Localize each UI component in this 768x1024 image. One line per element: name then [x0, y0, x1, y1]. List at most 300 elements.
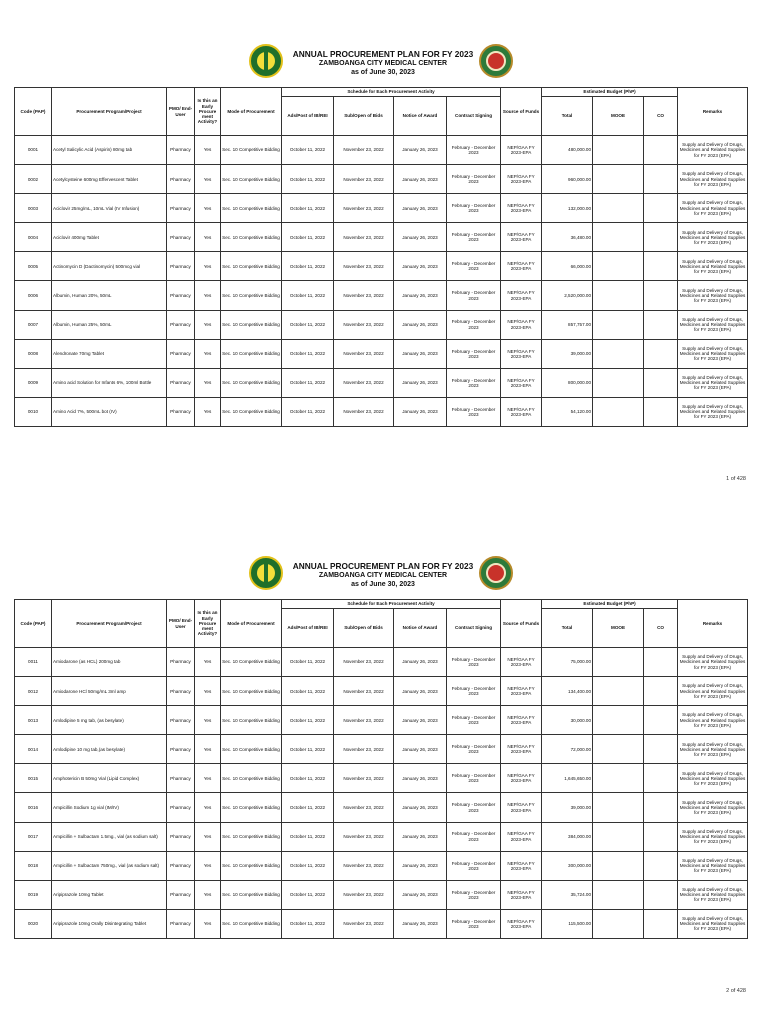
table-cell-remarks: Supply and Delivery of Drugs, Medicines and Related Supplies for FY 2023 (EPA) [678, 281, 748, 310]
table-cell-sub: November 23, 2022 [334, 735, 394, 764]
institution-name: ZAMBOANGA CITY MEDICAL CENTER [318, 60, 448, 67]
table-cell-remarks: Supply and Delivery of Drugs, Medicines and Related Supplies for FY 2023 (EPA) [678, 764, 748, 793]
table-cell-code: 0002 [15, 165, 52, 194]
table-cell-co [644, 735, 678, 764]
table-cell-mode: Sec. 10 Competitive Bidding [221, 194, 282, 223]
table-cell-mooe [593, 281, 644, 310]
table-cell-mooe [593, 165, 644, 194]
table-cell-notice: January 26, 2023 [394, 136, 447, 165]
procurement-table [14, 87, 748, 427]
table-cell-program: Amino acid Solution for Infants 6%, 100ml Bottle [52, 368, 167, 397]
table-cell-mode: Sec. 10 Competitive Bidding [221, 909, 282, 938]
table-cell-pmo: Pharmacy [167, 764, 195, 793]
table-cell-mode: Sec. 10 Competitive Bidding [221, 339, 282, 368]
table-cell-early: Yes [195, 194, 221, 223]
table-cell-ads: October 11, 2022 [282, 851, 334, 880]
table-cell-notice: January 26, 2023 [394, 909, 447, 938]
table-cell-total: 39,000.00 [542, 793, 593, 822]
table-cell-sub: November 23, 2022 [334, 793, 394, 822]
table-cell-co [644, 368, 678, 397]
table-cell-notice: January 26, 2023 [394, 735, 447, 764]
table-cell-source: NEP/GAA FY 2023-EPA [501, 368, 542, 397]
table-cell-mode: Sec. 10 Competitive Bidding [221, 880, 282, 909]
table-cell-early: Yes [195, 252, 221, 281]
table-cell-co [644, 909, 678, 938]
table-row [15, 310, 748, 339]
table-cell-mooe [593, 793, 644, 822]
col-header-co: CO [644, 609, 678, 648]
table-row [15, 194, 748, 223]
table-cell-pmo: Pharmacy [167, 252, 195, 281]
table-row [15, 165, 748, 194]
col-header-mode: Mode of Procurement [221, 600, 282, 648]
table-cell-notice: January 26, 2023 [394, 880, 447, 909]
table-cell-contract: February - December 2023 [447, 310, 501, 339]
table-cell-sub: November 23, 2022 [334, 677, 394, 706]
table-cell-sub: November 23, 2022 [334, 648, 394, 677]
col-header-budget-group: Estimated Budget (PhP) [542, 600, 678, 609]
table-cell-mode: Sec. 10 Competitive Bidding [221, 677, 282, 706]
table-cell-program: Albumin, Human 20%, 50mL [52, 281, 167, 310]
table-cell-program: Aripiprazole 10mg Tablet [52, 880, 167, 909]
table-cell-total: 857,757.00 [542, 310, 593, 339]
table-cell-sub: November 23, 2022 [334, 339, 394, 368]
table-cell-source: NEP/GAA FY 2023-EPA [501, 397, 542, 426]
table-cell-mode: Sec. 10 Competitive Bidding [221, 310, 282, 339]
table-cell-co [644, 677, 678, 706]
col-header-ads: Ads/Post of IB/REI [282, 609, 334, 648]
table-cell-code: 0017 [15, 822, 52, 851]
table-cell-program: Amlodipine 10 mg tab,(as besylate) [52, 735, 167, 764]
table-cell-total: 39,000.00 [542, 339, 593, 368]
table-cell-source: NEP/GAA FY 2023-EPA [501, 223, 542, 252]
table-cell-ads: October 11, 2022 [282, 252, 334, 281]
table-cell-notice: January 26, 2023 [394, 851, 447, 880]
table-cell-code: 0009 [15, 368, 52, 397]
table-cell-co [644, 822, 678, 851]
table-cell-code: 0015 [15, 764, 52, 793]
table-cell-mode: Sec. 10 Competitive Bidding [221, 822, 282, 851]
table-cell-notice: January 26, 2023 [394, 339, 447, 368]
table-cell-co [644, 339, 678, 368]
table-cell-program: Alendronate 70mg Tablet [52, 339, 167, 368]
table-row [15, 822, 748, 851]
table-cell-pmo: Pharmacy [167, 310, 195, 339]
table-cell-contract: February - December 2023 [447, 909, 501, 938]
table-cell-co [644, 194, 678, 223]
table-cell-remarks: Supply and Delivery of Drugs, Medicines and Related Supplies for FY 2023 (EPA) [678, 194, 748, 223]
table-cell-mode: Sec. 10 Competitive Bidding [221, 252, 282, 281]
table-cell-sub: November 23, 2022 [334, 281, 394, 310]
table-cell-contract: February - December 2023 [447, 706, 501, 735]
table-cell-source: NEP/GAA FY 2023-EPA [501, 252, 542, 281]
table-cell-pmo: Pharmacy [167, 880, 195, 909]
document-page-2 [0, 512, 768, 1024]
table-cell-code: 0020 [15, 909, 52, 938]
table-cell-source: NEP/GAA FY 2023-EPA [501, 909, 542, 938]
table-row [15, 397, 748, 426]
page-title-block [288, 50, 478, 77]
table-cell-code: 0016 [15, 793, 52, 822]
col-header-mode: Mode of Procurement [221, 88, 282, 136]
table-cell-co [644, 397, 678, 426]
table-cell-ads: October 11, 2022 [282, 880, 334, 909]
table-cell-early: Yes [195, 677, 221, 706]
table-cell-code: 0004 [15, 223, 52, 252]
table-cell-contract: February - December 2023 [447, 252, 501, 281]
table-cell-pmo: Pharmacy [167, 136, 195, 165]
table-cell-code: 0011 [15, 648, 52, 677]
table-cell-remarks: Supply and Delivery of Drugs, Medicines and Related Supplies for FY 2023 (EPA) [678, 310, 748, 339]
col-header-pmo: PMO/ End-User [167, 88, 195, 136]
table-cell-notice: January 26, 2023 [394, 194, 447, 223]
table-cell-program: Amino Acid 7%, 500mL bot (IV) [52, 397, 167, 426]
table-cell-total: 132,000.00 [542, 194, 593, 223]
table-cell-early: Yes [195, 397, 221, 426]
table-cell-mooe [593, 136, 644, 165]
col-header-contract: Contract Signing [447, 609, 501, 648]
table-cell-mooe [593, 368, 644, 397]
table-row [15, 368, 748, 397]
col-header-ads: Ads/Post of IB/REI [282, 97, 334, 136]
table-cell-total: 384,000.00 [542, 822, 593, 851]
table-cell-pmo: Pharmacy [167, 223, 195, 252]
table-cell-notice: January 26, 2023 [394, 397, 447, 426]
table-cell-co [644, 706, 678, 735]
table-cell-remarks: Supply and Delivery of Drugs, Medicines and Related Supplies for FY 2023 (EPA) [678, 851, 748, 880]
table-cell-mode: Sec. 10 Competitive Bidding [221, 165, 282, 194]
procurement-table [14, 599, 748, 939]
table-row [15, 339, 748, 368]
table-cell-contract: February - December 2023 [447, 764, 501, 793]
plan-title: ANNUAL PROCUREMENT PLAN FOR FY 2023 [292, 561, 474, 571]
table-cell-pmo: Pharmacy [167, 706, 195, 735]
table-cell-notice: January 26, 2023 [394, 252, 447, 281]
table-cell-sub: November 23, 2022 [334, 136, 394, 165]
table-cell-contract: February - December 2023 [447, 368, 501, 397]
table-cell-co [644, 252, 678, 281]
table-cell-contract: February - December 2023 [447, 793, 501, 822]
table-cell-co [644, 851, 678, 880]
table-cell-program: Amphotericin B 50mg Vial (Lipid Complex) [52, 764, 167, 793]
table-cell-contract: February - December 2023 [447, 648, 501, 677]
table-cell-remarks: Supply and Delivery of Drugs, Medicines and Related Supplies for FY 2023 (EPA) [678, 223, 748, 252]
table-cell-notice: January 26, 2023 [394, 764, 447, 793]
table-cell-source: NEP/GAA FY 2023-EPA [501, 793, 542, 822]
page-number: 1 of 428 [726, 476, 746, 482]
table-cell-code: 0014 [15, 735, 52, 764]
col-header-contract: Contract Signing [447, 97, 501, 136]
table-cell-sub: November 23, 2022 [334, 822, 394, 851]
table-row [15, 223, 748, 252]
table-cell-code: 0007 [15, 310, 52, 339]
col-header-early: Is this an Early Procure ment Activity? [195, 88, 221, 136]
table-cell-early: Yes [195, 136, 221, 165]
table-cell-notice: January 26, 2023 [394, 368, 447, 397]
table-cell-ads: October 11, 2022 [282, 368, 334, 397]
table-cell-pmo: Pharmacy [167, 677, 195, 706]
table-cell-notice: January 26, 2023 [394, 706, 447, 735]
table-cell-source: NEP/GAA FY 2023-EPA [501, 136, 542, 165]
col-header-code: Code (PAP) [15, 600, 52, 648]
page-header [0, 556, 768, 598]
table-row [15, 764, 748, 793]
table-cell-program: Ampicillin + Sulbactam 750mg., vial (as sodium salt) [52, 851, 167, 880]
table-cell-contract: February - December 2023 [447, 223, 501, 252]
table-cell-ads: October 11, 2022 [282, 136, 334, 165]
table-cell-mooe [593, 764, 644, 793]
col-header-program: Procurement Program/Project [52, 88, 167, 136]
col-header-total: Total [542, 609, 593, 648]
table-cell-pmo: Pharmacy [167, 793, 195, 822]
table-cell-code: 0018 [15, 851, 52, 880]
table-cell-contract: February - December 2023 [447, 822, 501, 851]
table-cell-notice: January 26, 2023 [394, 310, 447, 339]
col-header-schedule-group: Schedule for Each Procurement Activity [282, 600, 501, 609]
table-cell-source: NEP/GAA FY 2023-EPA [501, 880, 542, 909]
table-cell-mooe [593, 339, 644, 368]
table-cell-contract: February - December 2023 [447, 880, 501, 909]
table-cell-co [644, 281, 678, 310]
table-cell-ads: October 11, 2022 [282, 706, 334, 735]
col-header-pmo: PMO/ End-User [167, 600, 195, 648]
table-cell-mode: Sec. 10 Competitive Bidding [221, 851, 282, 880]
table-row [15, 252, 748, 281]
table-cell-pmo: Pharmacy [167, 909, 195, 938]
table-cell-co [644, 165, 678, 194]
table-cell-notice: January 26, 2023 [394, 822, 447, 851]
table-cell-remarks: Supply and Delivery of Drugs, Medicines and Related Supplies for FY 2023 (EPA) [678, 822, 748, 851]
table-cell-mooe [593, 735, 644, 764]
table-cell-co [644, 764, 678, 793]
table-cell-early: Yes [195, 764, 221, 793]
table-cell-total: 35,724.00 [542, 880, 593, 909]
table-cell-sub: November 23, 2022 [334, 165, 394, 194]
table-cell-source: NEP/GAA FY 2023-EPA [501, 648, 542, 677]
table-cell-mode: Sec. 10 Competitive Bidding [221, 706, 282, 735]
table-cell-program: Aciclovir 400mg Tablet [52, 223, 167, 252]
table-cell-pmo: Pharmacy [167, 339, 195, 368]
table-cell-ads: October 11, 2022 [282, 793, 334, 822]
col-header-program: Procurement Program/Project [52, 600, 167, 648]
table-cell-contract: February - December 2023 [447, 194, 501, 223]
table-cell-ads: October 11, 2022 [282, 397, 334, 426]
table-cell-early: Yes [195, 822, 221, 851]
table-cell-ads: October 11, 2022 [282, 909, 334, 938]
table-cell-total: 115,500.00 [542, 909, 593, 938]
table-cell-remarks: Supply and Delivery of Drugs, Medicines and Related Supplies for FY 2023 (EPA) [678, 397, 748, 426]
table-row [15, 735, 748, 764]
table-cell-ads: October 11, 2022 [282, 165, 334, 194]
col-header-remarks: Remarks [678, 88, 748, 136]
table-cell-mode: Sec. 10 Competitive Bidding [221, 735, 282, 764]
table-cell-remarks: Supply and Delivery of Drugs, Medicines and Related Supplies for FY 2023 (EPA) [678, 735, 748, 764]
table-cell-program: Amiodarone (as HCL) 200mg tab [52, 648, 167, 677]
table-cell-ads: October 11, 2022 [282, 822, 334, 851]
table-cell-contract: February - December 2023 [447, 397, 501, 426]
table-row [15, 677, 748, 706]
table-cell-remarks: Supply and Delivery of Drugs, Medicines and Related Supplies for FY 2023 (EPA) [678, 165, 748, 194]
table-cell-ads: October 11, 2022 [282, 764, 334, 793]
col-header-budget-group: Estimated Budget (PhP) [542, 88, 678, 97]
col-header-notice: Notice of Award [394, 97, 447, 136]
table-cell-total: 30,000.00 [542, 706, 593, 735]
table-cell-source: NEP/GAA FY 2023-EPA [501, 194, 542, 223]
table-cell-contract: February - December 2023 [447, 851, 501, 880]
table-cell-total: 66,000.00 [542, 252, 593, 281]
table-cell-remarks: Supply and Delivery of Drugs, Medicines and Related Supplies for FY 2023 (EPA) [678, 368, 748, 397]
table-cell-early: Yes [195, 880, 221, 909]
table-cell-early: Yes [195, 368, 221, 397]
col-header-mooe: MOOE [593, 97, 644, 136]
table-cell-total: 75,000.00 [542, 648, 593, 677]
table-cell-pmo: Pharmacy [167, 822, 195, 851]
table-cell-contract: February - December 2023 [447, 165, 501, 194]
table-cell-total: 800,000.00 [542, 368, 593, 397]
table-cell-sub: November 23, 2022 [334, 764, 394, 793]
table-cell-code: 0003 [15, 194, 52, 223]
table-cell-mode: Sec. 10 Competitive Bidding [221, 368, 282, 397]
table-cell-code: 0006 [15, 281, 52, 310]
table-cell-notice: January 26, 2023 [394, 223, 447, 252]
col-header-remarks: Remarks [678, 600, 748, 648]
table-cell-mode: Sec. 10 Competitive Bidding [221, 764, 282, 793]
table-cell-mode: Sec. 10 Competitive Bidding [221, 397, 282, 426]
table-cell-sub: November 23, 2022 [334, 909, 394, 938]
col-header-code: Code (PAP) [15, 88, 52, 136]
as-of-date: as of June 30, 2023 [351, 581, 415, 588]
table-cell-pmo: Pharmacy [167, 851, 195, 880]
table-cell-sub: November 23, 2022 [334, 194, 394, 223]
government-seal-logo [479, 556, 513, 590]
col-header-sub: Sub/Open of Bids [334, 609, 394, 648]
table-cell-mooe [593, 223, 644, 252]
table-cell-code: 0005 [15, 252, 52, 281]
table-cell-contract: February - December 2023 [447, 735, 501, 764]
table-cell-remarks: Supply and Delivery of Drugs, Medicines and Related Supplies for FY 2023 (EPA) [678, 339, 748, 368]
table-cell-early: Yes [195, 735, 221, 764]
table-cell-program: Ampicillin Sodium 1g vial (IM/IV) [52, 793, 167, 822]
table-cell-total: 134,400.00 [542, 677, 593, 706]
table-cell-remarks: Supply and Delivery of Drugs, Medicines and Related Supplies for FY 2023 (EPA) [678, 648, 748, 677]
table-cell-code: 0019 [15, 880, 52, 909]
table-cell-program: Aciclovir 25mg/mL, 10mL Vial (IV Infusion) [52, 194, 167, 223]
table-cell-total: 2,520,000.00 [542, 281, 593, 310]
procurement-table-body [15, 136, 748, 427]
table-cell-contract: February - December 2023 [447, 136, 501, 165]
table-cell-sub: November 23, 2022 [334, 252, 394, 281]
hospital-seal-logo [249, 44, 283, 78]
table-cell-ads: October 11, 2022 [282, 677, 334, 706]
table-cell-early: Yes [195, 909, 221, 938]
table-cell-early: Yes [195, 793, 221, 822]
table-cell-pmo: Pharmacy [167, 735, 195, 764]
table-cell-total: 480,000.00 [542, 136, 593, 165]
table-cell-mooe [593, 310, 644, 339]
table-cell-code: 0010 [15, 397, 52, 426]
table-cell-code: 0001 [15, 136, 52, 165]
col-header-source: Source of Funds [501, 88, 542, 136]
table-cell-total: 960,000.00 [542, 165, 593, 194]
col-header-schedule-group: Schedule for Each Procurement Activity [282, 88, 501, 97]
table-cell-mooe [593, 252, 644, 281]
table-cell-early: Yes [195, 339, 221, 368]
table-cell-code: 0013 [15, 706, 52, 735]
table-cell-ads: October 11, 2022 [282, 648, 334, 677]
table-cell-program: Aripiprazole 10mg Orally Disintegrating Tablet [52, 909, 167, 938]
table-cell-contract: February - December 2023 [447, 339, 501, 368]
table-cell-early: Yes [195, 310, 221, 339]
table-cell-mooe [593, 706, 644, 735]
table-row [15, 909, 748, 938]
table-cell-notice: January 26, 2023 [394, 677, 447, 706]
table-cell-mooe [593, 397, 644, 426]
table-cell-early: Yes [195, 706, 221, 735]
page-title-block [288, 562, 478, 589]
table-cell-notice: January 26, 2023 [394, 648, 447, 677]
table-cell-sub: November 23, 2022 [334, 851, 394, 880]
as-of-date: as of June 30, 2023 [351, 69, 415, 76]
table-cell-sub: November 23, 2022 [334, 310, 394, 339]
col-header-total: Total [542, 97, 593, 136]
table-cell-co [644, 648, 678, 677]
table-cell-mooe [593, 677, 644, 706]
table-cell-mooe [593, 822, 644, 851]
table-row [15, 136, 748, 165]
table-row [15, 281, 748, 310]
table-cell-mooe [593, 194, 644, 223]
table-cell-remarks: Supply and Delivery of Drugs, Medicines and Related Supplies for FY 2023 (EPA) [678, 677, 748, 706]
table-cell-mode: Sec. 10 Competitive Bidding [221, 223, 282, 252]
table-cell-program: Amiodarone HCl 50mg/mL 3ml amp [52, 677, 167, 706]
table-cell-early: Yes [195, 851, 221, 880]
table-cell-program: Acetylcysteine 600mg Effervescent Tablet [52, 165, 167, 194]
table-cell-remarks: Supply and Delivery of Drugs, Medicines and Related Supplies for FY 2023 (EPA) [678, 136, 748, 165]
table-cell-pmo: Pharmacy [167, 281, 195, 310]
table-cell-source: NEP/GAA FY 2023-EPA [501, 677, 542, 706]
table-cell-pmo: Pharmacy [167, 165, 195, 194]
table-cell-ads: October 11, 2022 [282, 194, 334, 223]
table-cell-early: Yes [195, 223, 221, 252]
table-cell-co [644, 880, 678, 909]
table-cell-mode: Sec. 10 Competitive Bidding [221, 793, 282, 822]
table-cell-pmo: Pharmacy [167, 648, 195, 677]
table-row [15, 880, 748, 909]
table-cell-remarks: Supply and Delivery of Drugs, Medicines and Related Supplies for FY 2023 (EPA) [678, 252, 748, 281]
col-header-notice: Notice of Award [394, 609, 447, 648]
page-header [0, 44, 768, 86]
procurement-table-body [15, 648, 748, 939]
table-cell-pmo: Pharmacy [167, 194, 195, 223]
table-cell-ads: October 11, 2022 [282, 223, 334, 252]
table-cell-early: Yes [195, 281, 221, 310]
table-cell-mooe [593, 648, 644, 677]
table-cell-sub: November 23, 2022 [334, 880, 394, 909]
table-cell-ads: October 11, 2022 [282, 735, 334, 764]
table-cell-ads: October 11, 2022 [282, 310, 334, 339]
plan-title: ANNUAL PROCUREMENT PLAN FOR FY 2023 [292, 49, 474, 59]
table-cell-code: 0012 [15, 677, 52, 706]
table-cell-program: Acetyl Salicylic Acid (Aspirin) 80mg tab [52, 136, 167, 165]
table-cell-total: 300,000.00 [542, 851, 593, 880]
col-header-early: Is this an Early Procure ment Activity? [195, 600, 221, 648]
table-cell-source: NEP/GAA FY 2023-EPA [501, 851, 542, 880]
table-cell-mooe [593, 851, 644, 880]
table-cell-remarks: Supply and Delivery of Drugs, Medicines and Related Supplies for FY 2023 (EPA) [678, 909, 748, 938]
table-cell-early: Yes [195, 165, 221, 194]
table-cell-remarks: Supply and Delivery of Drugs, Medicines and Related Supplies for FY 2023 (EPA) [678, 880, 748, 909]
table-cell-co [644, 223, 678, 252]
